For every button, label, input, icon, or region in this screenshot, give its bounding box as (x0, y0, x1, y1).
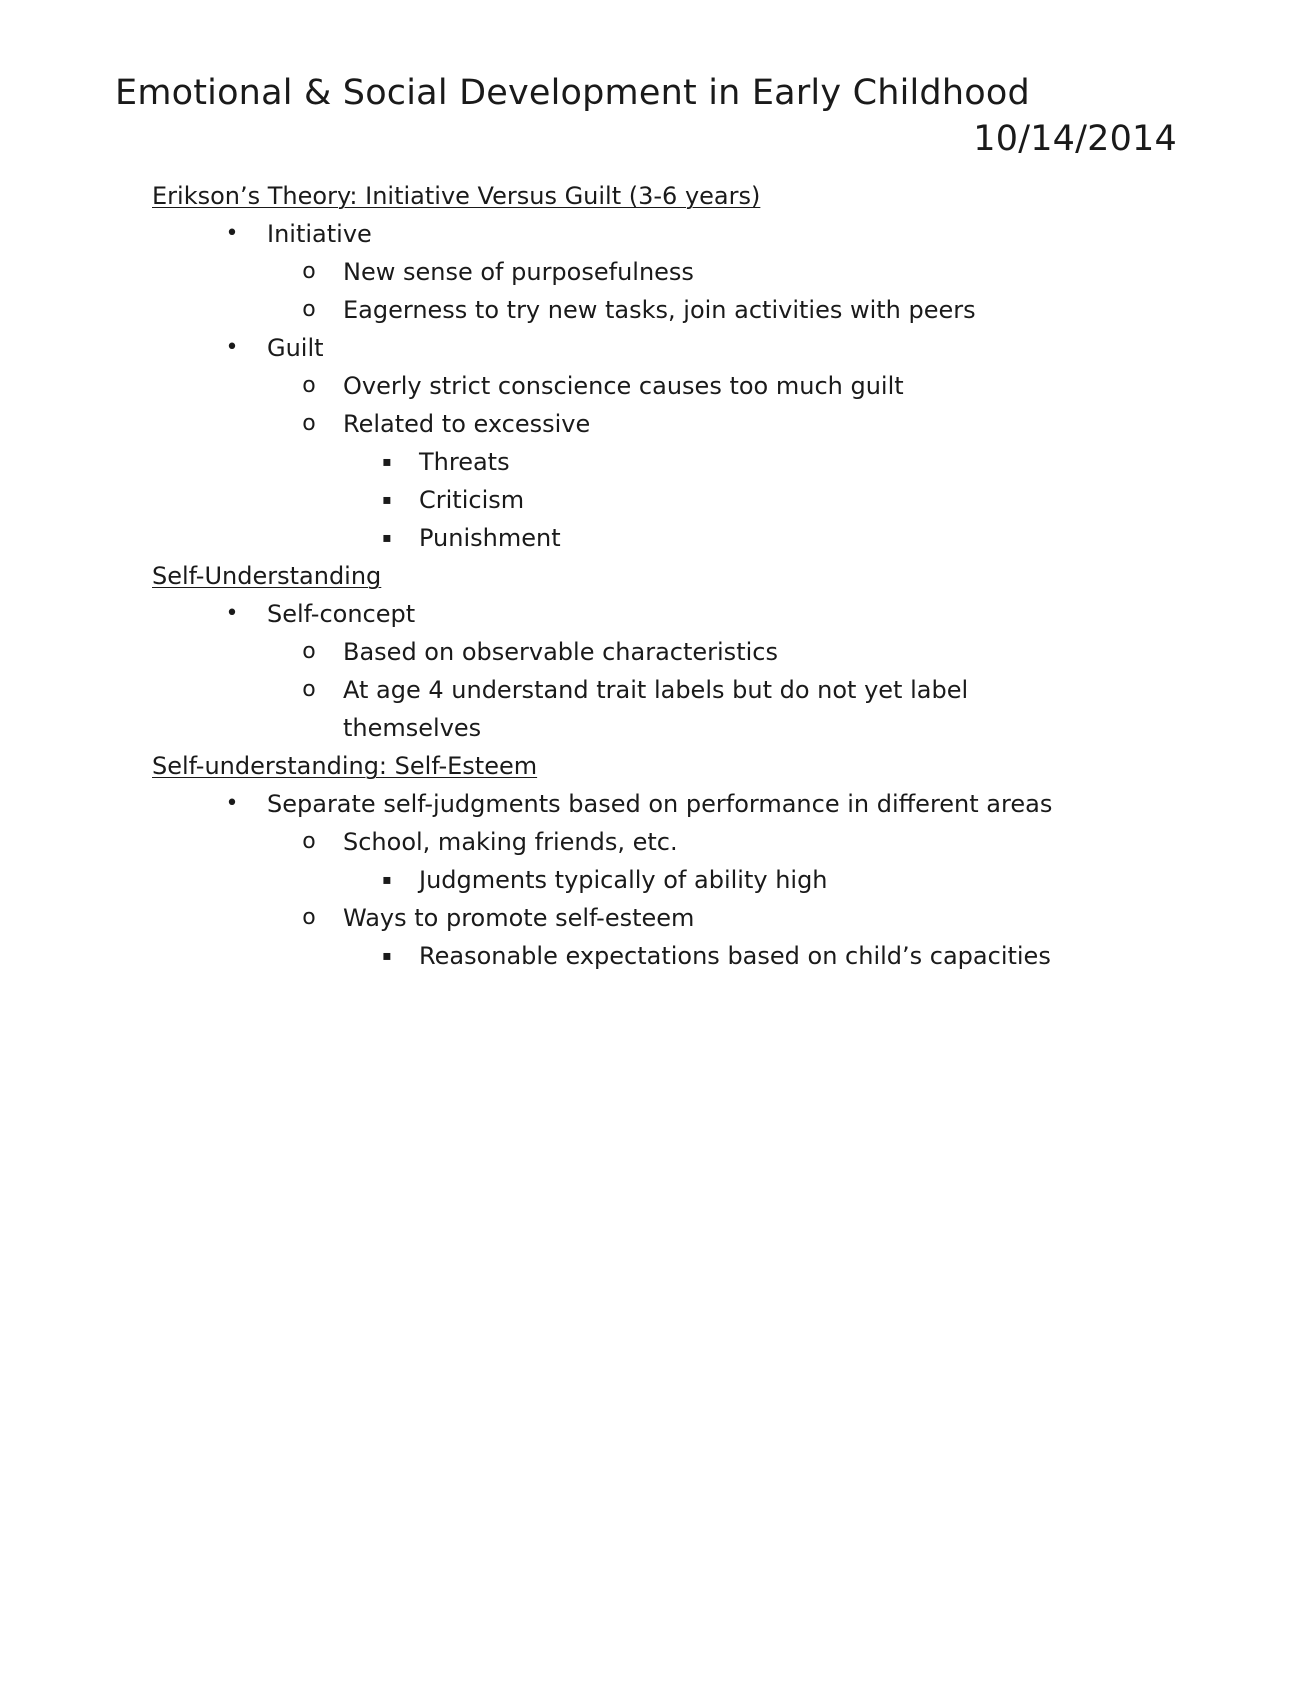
list-item (0, 823, 1306, 861)
section-heading (0, 557, 1306, 595)
list-item-text: Criticism (419, 486, 525, 514)
circle-bullet-icon: o (302, 259, 316, 284)
circle-bullet-icon: o (302, 639, 316, 664)
list-item-text: New sense of purposefulness (343, 258, 694, 286)
square-bullet-icon: ▪ (382, 948, 392, 964)
list-item-text: Separate self-judgments based on performance in different areas (267, 790, 1053, 818)
list-item-text: Reasonable expectations based on child’s capacities (419, 942, 1051, 970)
circle-bullet-icon: o (302, 677, 316, 702)
circle-bullet-icon: o (302, 905, 316, 930)
list-item (0, 861, 1306, 899)
list-item-text: School, making friends, etc. (343, 828, 678, 856)
list-item-text: Eagerness to try new tasks, join activities with peers (343, 296, 976, 324)
list-item-text: Judgments typically of ability high (419, 866, 828, 894)
list-item (0, 785, 1306, 823)
list-item (0, 633, 1306, 671)
list-item-text: Punishment (419, 524, 561, 552)
circle-bullet-icon: o (302, 829, 316, 854)
list-item (0, 937, 1306, 975)
notes-body (0, 177, 1306, 975)
list-item (0, 329, 1306, 367)
bullet-icon: • (225, 791, 239, 816)
list-item-text: Guilt (267, 334, 324, 362)
list-item (0, 595, 1306, 633)
list-item-text: Self-concept (267, 600, 416, 628)
page-date: 10/14/2014 (973, 119, 1177, 159)
list-item (0, 519, 1306, 557)
section-heading-text: Self-understanding: Self-Esteem (152, 752, 538, 780)
section-heading-text: Self-Understanding (152, 562, 382, 590)
list-item (0, 291, 1306, 329)
list-item-text: Threats (419, 448, 510, 476)
list-item-text: Related to excessive (343, 410, 591, 438)
bullet-icon: • (225, 335, 239, 360)
section-heading (0, 177, 1306, 215)
list-item (0, 899, 1306, 937)
list-item-text: Ways to promote self-esteem (343, 904, 695, 932)
square-bullet-icon: ▪ (382, 492, 392, 508)
list-item-text: Overly strict conscience causes too much guilt (343, 372, 904, 400)
list-item (0, 481, 1306, 519)
square-bullet-icon: ▪ (382, 872, 392, 888)
circle-bullet-icon: o (302, 297, 316, 322)
list-item (0, 253, 1306, 291)
square-bullet-icon: ▪ (382, 530, 392, 546)
list-item-text: Based on observable characteristics (343, 638, 778, 666)
circle-bullet-icon: o (302, 411, 316, 436)
page-title: Emotional & Social Development in Early Childhood (115, 73, 1030, 113)
list-item (0, 443, 1306, 481)
square-bullet-icon: ▪ (382, 454, 392, 470)
list-item (0, 215, 1306, 253)
list-item (0, 367, 1306, 405)
list-item (0, 671, 1306, 747)
list-item-text: Initiative (267, 220, 372, 248)
list-item (0, 405, 1306, 443)
bullet-icon: • (225, 601, 239, 626)
list-item-text: At age 4 understand trait labels but do not yet label themselves (343, 676, 969, 742)
section-heading (0, 747, 1306, 785)
section-heading-text: Erikson’s Theory: Initiative Versus Guilt (3-6 years) (152, 182, 761, 210)
bullet-icon: • (225, 221, 239, 246)
circle-bullet-icon: o (302, 373, 316, 398)
